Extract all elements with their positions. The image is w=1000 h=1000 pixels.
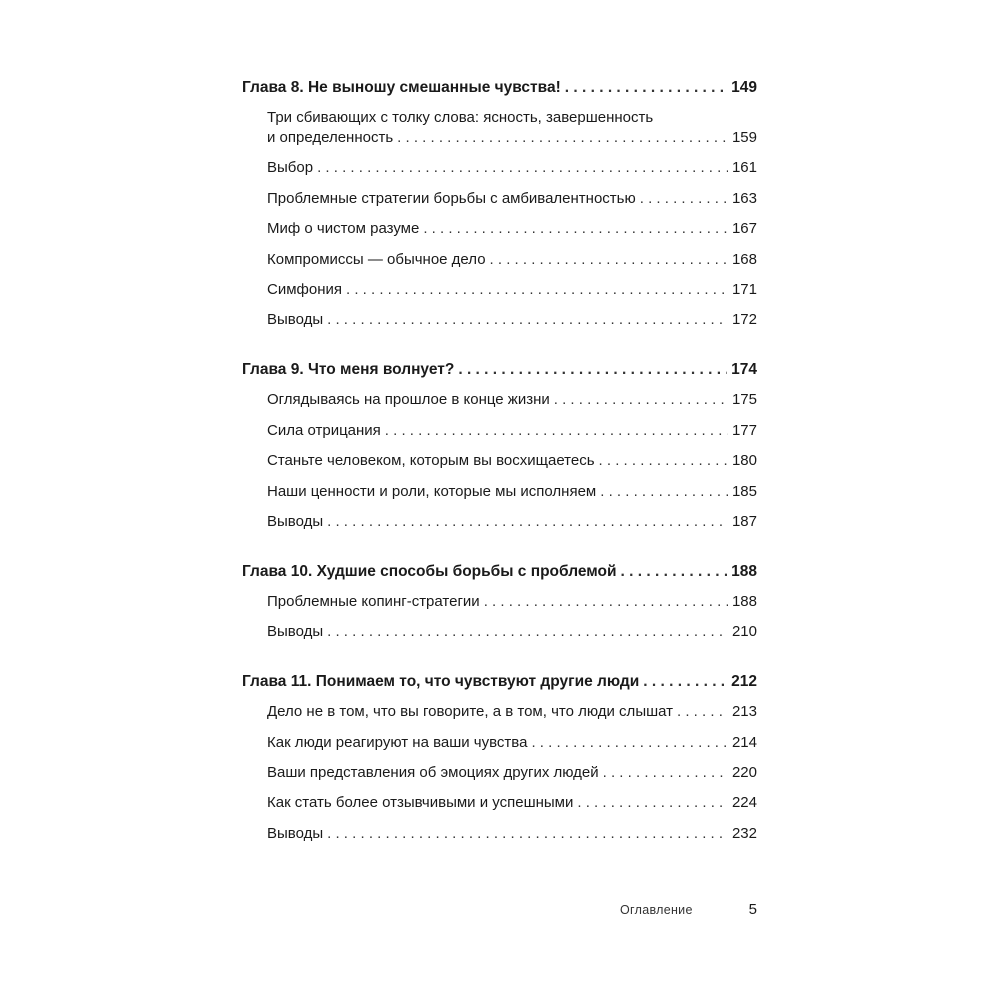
entry-page: 171 [731, 280, 757, 298]
toc-entry[interactable] [242, 250, 757, 270]
dot-leader [484, 592, 728, 612]
toc-entry[interactable] [242, 158, 757, 178]
chapter-heading[interactable] [242, 672, 757, 692]
dot-leader [490, 250, 728, 270]
chapter-title: Глава 10. Худшие способы борьбы с проблемой [242, 562, 617, 580]
toc-entry[interactable] [242, 702, 757, 722]
toc-entry[interactable] [242, 482, 757, 502]
chapter-8 [242, 78, 757, 330]
toc-entry[interactable] [242, 189, 757, 209]
table-of-contents [242, 78, 757, 874]
dot-leader [423, 219, 728, 239]
chapter-heading[interactable] [242, 562, 757, 582]
entry-title: Проблемные стратегии борьбы с амбивалентностью [267, 189, 636, 207]
entry-page: 161 [731, 159, 757, 177]
entry-page: 167 [731, 220, 757, 238]
chapter-page: 188 [731, 562, 757, 580]
entry-page: 175 [731, 391, 757, 409]
toc-entry[interactable] [242, 733, 757, 753]
entry-page: 213 [731, 703, 757, 721]
toc-entry[interactable] [242, 451, 757, 471]
entry-title: Проблемные копинг-стратегии [267, 592, 480, 610]
entry-page: 185 [731, 482, 757, 500]
entry-title: Как люди реагируют на ваши чувства [267, 733, 528, 751]
toc-entry[interactable] [242, 793, 757, 813]
toc-entry[interactable] [242, 108, 757, 148]
dot-leader [327, 310, 728, 330]
dot-leader [531, 733, 728, 753]
dot-leader [643, 672, 727, 692]
entry-title-line1: Три сбивающих с толку слова: ясность, завершенность [267, 109, 654, 126]
entry-page: 163 [731, 189, 757, 207]
entry-page: 168 [731, 250, 757, 268]
entry-title: Выбор [267, 159, 314, 177]
toc-entry[interactable] [242, 421, 757, 441]
dot-leader [554, 390, 728, 410]
entry-page: 220 [731, 764, 757, 782]
entry-title: Компромиссы — обычное дело [267, 250, 486, 268]
entry-page: 187 [731, 512, 757, 530]
dot-leader [327, 622, 728, 642]
chapter-9 [242, 360, 757, 532]
dot-leader [599, 451, 728, 471]
entry-title: Станьте человеком, которым вы восхищаетесь [267, 452, 595, 470]
entry-title: Миф о чистом разуме [267, 220, 420, 238]
entry-title: Наши ценности и роли, которые мы исполняем [267, 482, 597, 500]
toc-entry[interactable] [242, 390, 757, 410]
entry-page: 180 [731, 452, 757, 470]
page-number: 5 [748, 901, 757, 918]
dot-leader [640, 189, 728, 209]
dot-leader [677, 702, 728, 722]
dot-leader [346, 280, 728, 300]
entry-page: 214 [731, 733, 757, 751]
chapter-page: 174 [731, 361, 757, 379]
toc-entry[interactable] [242, 824, 757, 844]
entry-title: Выводы [267, 824, 324, 842]
toc-entry[interactable] [242, 622, 757, 642]
entry-page: 172 [731, 311, 757, 329]
dot-leader [621, 562, 728, 582]
entry-title: Сила отрицания [267, 421, 381, 439]
chapter-title: Глава 9. Что меня волнует? [242, 361, 455, 379]
toc-entry[interactable] [242, 280, 757, 300]
dot-leader [603, 763, 728, 783]
entry-title: Дело не в том, что вы говорите, а в том, что люди слышат [267, 703, 674, 721]
running-footer-label: Оглавление [620, 903, 693, 917]
dot-leader [317, 158, 728, 178]
entry-page: 188 [731, 592, 757, 610]
dot-leader [397, 128, 728, 148]
entry-title: Выводы [267, 623, 324, 641]
toc-entry[interactable] [242, 310, 757, 330]
dot-leader [577, 793, 728, 813]
chapter-title: Глава 11. Понимаем то, что чувствуют другие люди [242, 673, 640, 691]
dot-leader [600, 482, 728, 502]
chapter-10 [242, 562, 757, 642]
entry-page: 232 [731, 824, 757, 842]
entry-page: 224 [731, 794, 757, 812]
toc-entry[interactable] [242, 592, 757, 612]
chapter-11 [242, 672, 757, 844]
dot-leader [565, 78, 727, 98]
entry-title: Оглядываясь на прошлое в конце жизни [267, 391, 550, 409]
entry-title: Ваши представления об эмоциях других людей [267, 764, 599, 782]
entry-title: и определенность [267, 129, 394, 146]
chapter-title: Глава 8. Не выношу смешанные чувства! [242, 79, 561, 96]
chapter-page: 149 [731, 79, 757, 96]
dot-leader [327, 824, 728, 844]
toc-entry[interactable] [242, 763, 757, 783]
page-footer [620, 901, 757, 918]
entry-title: Выводы [267, 311, 324, 329]
toc-entry[interactable] [242, 219, 757, 239]
entry-title: Выводы [267, 512, 324, 530]
entry-title: Как стать более отзывчивыми и успешными [267, 794, 574, 812]
dot-leader [458, 360, 727, 380]
entry-page: 159 [731, 129, 757, 146]
chapter-heading[interactable] [242, 78, 757, 98]
chapter-heading[interactable] [242, 360, 757, 380]
dot-leader [385, 421, 728, 441]
entry-page: 210 [731, 623, 757, 641]
entry-title: Симфония [267, 280, 342, 298]
dot-leader [327, 512, 728, 532]
entry-page: 177 [731, 421, 757, 439]
toc-entry[interactable] [242, 512, 757, 532]
chapter-page: 212 [731, 673, 757, 691]
